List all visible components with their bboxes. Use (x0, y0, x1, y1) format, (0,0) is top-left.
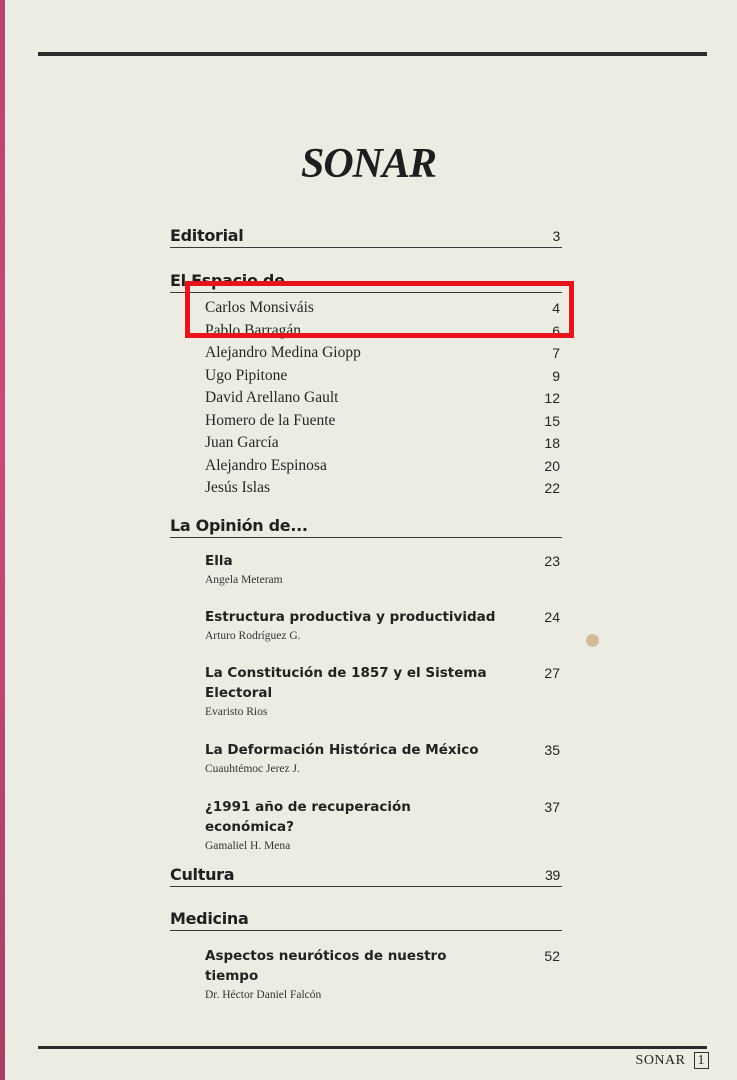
page-number: 6 (552, 323, 560, 339)
article-entry[interactable] (205, 551, 560, 586)
article-author: Cuauhtémoc Jerez J. (205, 763, 300, 775)
list-item[interactable] (205, 479, 560, 501)
section-label: Cultura (170, 865, 235, 884)
list-item[interactable] (205, 457, 560, 479)
author-name: Jesús Islas (205, 479, 271, 496)
page-number: 37 (544, 799, 560, 815)
article-entry[interactable] (205, 946, 560, 1001)
page-footer (636, 1052, 709, 1069)
author-name: Homero de la Fuente (205, 412, 336, 429)
article-author: Dr. Héctor Daniel Falcón (205, 989, 322, 1001)
section-label: Medicina (170, 909, 249, 928)
page-number: 23 (544, 553, 560, 569)
article-title: La Deformación Histórica de México (205, 742, 479, 758)
article-title: La Constitución de 1857 y el Sistema Electoral (205, 665, 487, 701)
article-title: Aspectos neuróticos de nuestro tiempo (205, 948, 447, 984)
section-label: Editorial (170, 226, 244, 245)
section-editorial[interactable] (170, 226, 562, 248)
list-item[interactable] (205, 367, 560, 389)
author-name: David Arellano Gault (205, 389, 339, 406)
author-name: Alejandro Espinosa (205, 457, 327, 474)
section-medicina[interactable] (170, 909, 562, 931)
page-number: 12 (544, 390, 560, 406)
section-cultura[interactable] (170, 865, 562, 887)
article-title: Estructura productiva y productividad (205, 609, 496, 625)
page-number: 52 (544, 948, 560, 964)
list-item[interactable] (205, 434, 560, 456)
author-name: Alejandro Medina Giopp (205, 344, 361, 361)
footer-page-number: 1 (694, 1052, 710, 1069)
article-title: Ella (205, 553, 233, 569)
author-name: Ugo Pipitone (205, 367, 288, 384)
author-name: Juan García (205, 434, 279, 451)
section-label: El Espacio de... (170, 271, 302, 290)
article-title: ¿1991 año de recuperación económica? (205, 799, 411, 835)
page-number: 18 (544, 435, 560, 451)
article-entry[interactable] (205, 607, 560, 642)
footer-magazine-name: SONAR (635, 1053, 686, 1068)
article-author: Arturo Rodríguez G. (205, 630, 301, 642)
page-number: 15 (544, 413, 560, 429)
page-number: 20 (544, 458, 560, 474)
page-number: 4 (552, 300, 560, 316)
page-number: 35 (544, 742, 560, 758)
article-author: Angela Meteram (205, 574, 283, 586)
page-number: 3 (552, 228, 560, 244)
section-label: La Opinión de... (170, 516, 308, 535)
page-number: 27 (544, 665, 560, 681)
article-author: Gamaliel H. Mena (205, 840, 291, 852)
highlight-box (185, 281, 574, 338)
paper-stain (586, 634, 599, 647)
article-entry[interactable] (205, 663, 560, 718)
list-item[interactable] (205, 344, 560, 366)
article-author: Evaristo Rios (205, 706, 268, 718)
article-entry[interactable] (205, 740, 560, 775)
list-item[interactable] (205, 389, 560, 411)
page-number: 39 (545, 867, 560, 883)
page-number: 9 (552, 368, 560, 384)
page-number: 22 (544, 480, 560, 496)
section-opinion[interactable] (170, 516, 562, 538)
page-number: 24 (544, 609, 560, 625)
article-entry[interactable] (205, 797, 560, 852)
top-rule (38, 52, 707, 56)
magazine-title: SONAR (300, 141, 437, 187)
bottom-rule (38, 1046, 707, 1049)
list-item[interactable] (205, 412, 560, 434)
author-name: Carlos Monsiváis (205, 299, 314, 316)
author-name: Pablo Barragán (205, 322, 301, 339)
page-number: 7 (552, 345, 560, 361)
